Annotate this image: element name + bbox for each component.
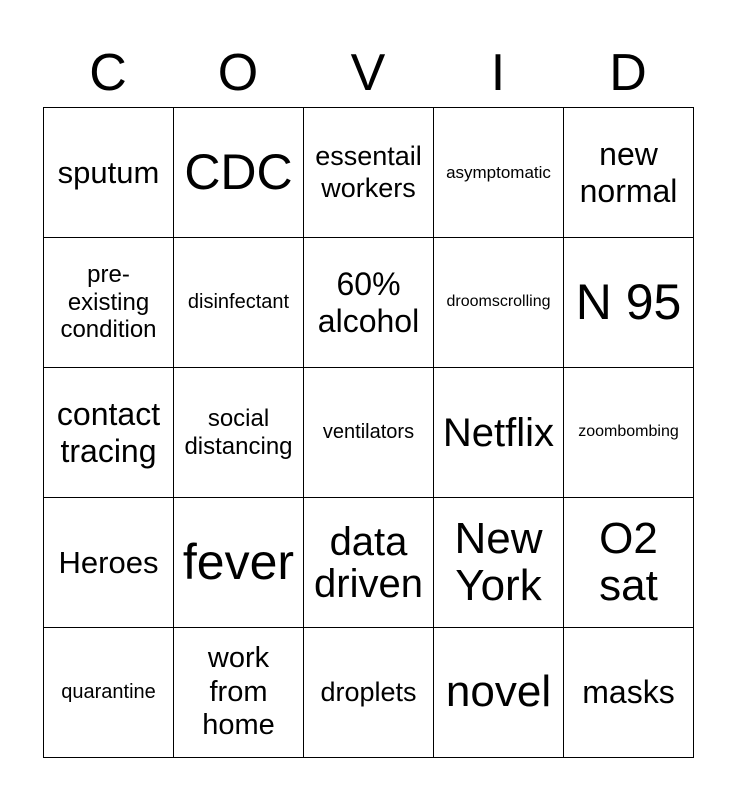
bingo-cell[interactable]: CDC xyxy=(174,108,304,238)
bingo-cell[interactable]: 60% alcohol xyxy=(304,238,434,368)
header-letter-i: I xyxy=(490,44,506,102)
header-letter-v: V xyxy=(350,44,386,102)
header-letter-c: C xyxy=(89,44,127,102)
bingo-cell[interactable]: zoombombing xyxy=(564,368,694,498)
bingo-cell[interactable]: asymptomatic xyxy=(434,108,564,238)
bingo-cell[interactable]: novel xyxy=(434,628,564,758)
bingo-cell[interactable]: New York xyxy=(434,498,564,628)
header-letter-o: O xyxy=(217,44,259,102)
bingo-cell[interactable]: ventilators xyxy=(304,368,434,498)
bingo-header xyxy=(43,40,693,106)
bingo-cell[interactable]: disinfectant xyxy=(174,238,304,368)
bingo-cell[interactable]: quarantine xyxy=(44,628,174,758)
bingo-cell[interactable]: pre-existing condition xyxy=(44,238,174,368)
bingo-board xyxy=(43,107,694,758)
bingo-cell[interactable]: Netflix xyxy=(434,368,564,498)
bingo-cell[interactable]: sputum xyxy=(44,108,174,238)
bingo-cell[interactable]: Heroes xyxy=(44,498,174,628)
bingo-cell[interactable]: data driven xyxy=(304,498,434,628)
bingo-cell[interactable]: masks xyxy=(564,628,694,758)
bingo-cell[interactable]: O2 sat xyxy=(564,498,694,628)
bingo-cell[interactable]: essentail workers xyxy=(304,108,434,238)
bingo-cell[interactable]: N 95 xyxy=(564,238,694,368)
bingo-cell[interactable]: new normal xyxy=(564,108,694,238)
bingo-cell[interactable]: droplets xyxy=(304,628,434,758)
header-letter-d: D xyxy=(609,44,647,102)
bingo-cell[interactable]: social distancing xyxy=(174,368,304,498)
bingo-cell[interactable]: contact tracing xyxy=(44,368,174,498)
bingo-cell[interactable]: fever xyxy=(174,498,304,628)
bingo-cell[interactable]: droomscrolling xyxy=(434,238,564,368)
bingo-cell[interactable]: work from home xyxy=(174,628,304,758)
